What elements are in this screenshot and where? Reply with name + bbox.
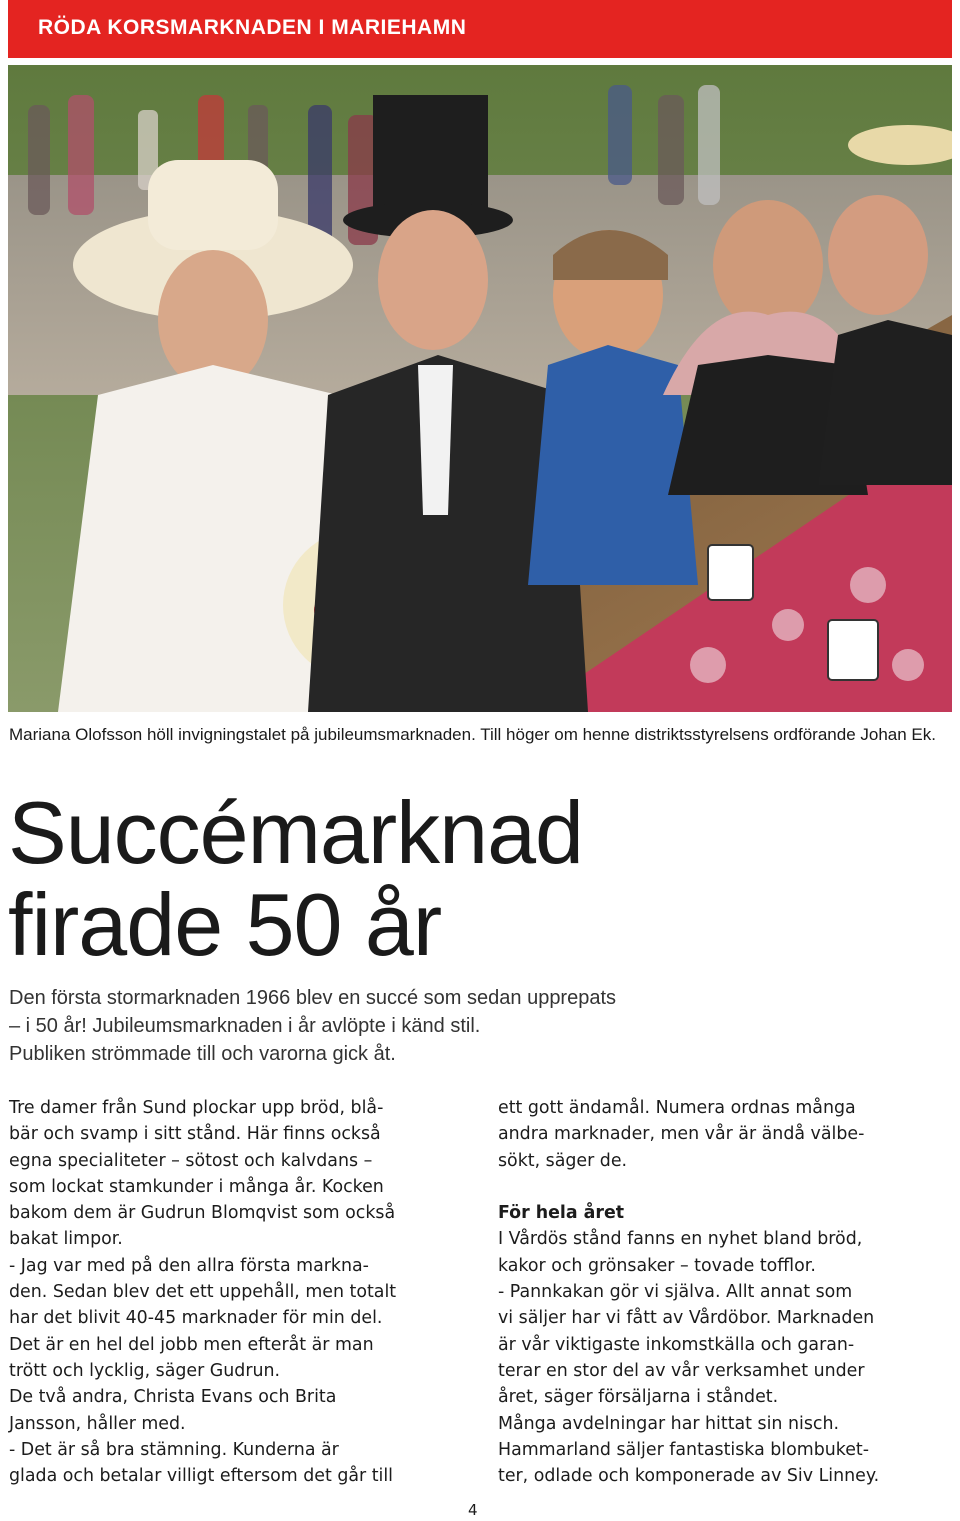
article-ingress: [9, 984, 729, 1068]
body-line: Tre damer från Sund plockar upp bröd, blå-: [9, 1098, 384, 1118]
body-line: - Pannkakan gör vi själva. Allt annat som: [498, 1282, 853, 1303]
page-number: 4: [468, 1501, 478, 1519]
subheading: För hela året: [498, 1203, 625, 1224]
body-line: De två andra, Christa Evans och Brita: [9, 1387, 337, 1408]
ingress-line: – i 50 år! Jubileumsmarknaden i år avlöpte i känd stil.: [9, 1015, 481, 1037]
article-headline: [8, 783, 583, 974]
headline-line: Succémarknad: [8, 783, 583, 882]
body-line: sökt, säger de.: [498, 1150, 628, 1171]
body-line: den. Sedan blev det ett uppehåll, men totalt: [9, 1282, 397, 1303]
body-line: trött och lycklig, säger Gudrun.: [9, 1360, 281, 1381]
body-line: egna specialiteter – sötost och kalvdans –: [9, 1150, 373, 1171]
body-column-left: [9, 1095, 469, 1489]
ingress-line: Publiken strömmade till och varorna gick åt.: [9, 1043, 396, 1065]
photo-image: [8, 65, 952, 712]
body-line: Det är en hel del jobb men efteråt är man: [9, 1334, 374, 1355]
body-line: - Det är så bra stämning. Kunderna är: [9, 1439, 339, 1460]
body-line: Hammarland säljer fantastiska blombuket-: [498, 1439, 870, 1460]
body-line: som lockat stamkunder i många år. Kocken: [9, 1176, 384, 1197]
body-line: terar en stor del av vår verksamhet under: [498, 1360, 865, 1381]
headline-line: firade 50 år: [8, 875, 442, 974]
body-line: bakom dem är Gudrun Blomqvist som också: [9, 1203, 396, 1224]
body-line: året, säger försäljarna i ståndet.: [498, 1387, 779, 1408]
body-column-right: [498, 1095, 953, 1489]
body-line: Jansson, håller med.: [9, 1413, 186, 1434]
body-line: är vår viktigaste inkomstkälla och garan-: [498, 1334, 855, 1355]
body-line: glada och betalar villigt eftersom det går till: [9, 1466, 394, 1487]
photo-caption: Mariana Olofsson höll invigningstalet på jubileumsmarknaden. Till höger om henne distriktsstyrelsens ordförande Johan Ek.: [9, 725, 936, 744]
body-line: vi säljer har vi fått av Vårdöbor. Marknaden: [498, 1308, 875, 1329]
body-line: ett gott ändamål. Numera ordnas många: [498, 1098, 856, 1118]
body-line: ter, odlade och komponerade av Siv Linney.: [498, 1466, 880, 1487]
body-line: I Vårdös stånd fanns en nyhet bland bröd,: [498, 1229, 863, 1250]
body-line: bär och svamp i sitt stånd. Här finns också: [9, 1124, 381, 1145]
body-line: har det blivit 40-45 marknader för min del.: [9, 1308, 383, 1329]
ingress-line: Den första stormarknaden 1966 blev en succé som sedan upprepats: [9, 987, 617, 1009]
section-title: RÖDA KORSMARKNADEN I MARIEHAMN: [38, 16, 467, 39]
body-line: Många avdelningar har hittat sin nisch.: [498, 1413, 839, 1434]
header-bar: [8, 0, 952, 58]
body-line: - Jag var med på den allra första markna-: [9, 1255, 369, 1276]
body-line: andra marknader, men vår är ändå välbe-: [498, 1124, 865, 1145]
body-line: kakor och grönsaker – tovade tofflor.: [498, 1255, 816, 1276]
paragraph-gap: [498, 1174, 953, 1200]
body-line: bakat limpor.: [9, 1229, 123, 1250]
